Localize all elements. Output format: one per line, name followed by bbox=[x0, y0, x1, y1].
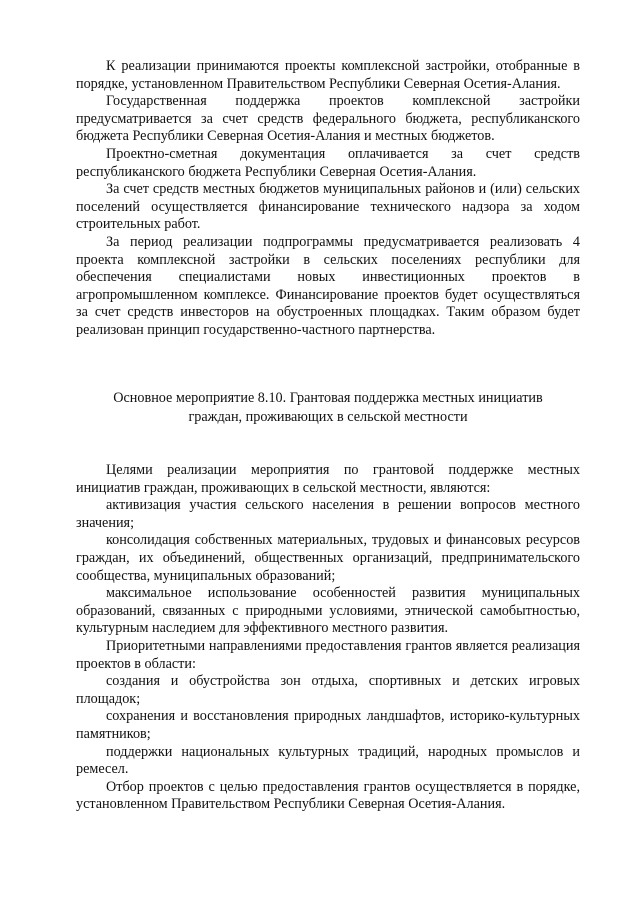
paragraph: Приоритетными направлениями предоставления грантов является реализация проектов в области: bbox=[76, 637, 580, 672]
main-section bbox=[76, 462, 580, 814]
list-item: максимальное использование особенностей развития муниципальных образований, связанных с природными условиями, этнической самобытностью, культурным наследием для эффективного местного развития. bbox=[76, 585, 580, 637]
list-item: поддержки национальных культурных традиций, народных промыслов и ремесел. bbox=[76, 743, 580, 778]
section-heading bbox=[76, 389, 580, 427]
paragraph: К реализации принимаются проекты комплексной застройки, отобранные в порядке, установленном Правительством Республики Северная Осетия-Алания. bbox=[76, 58, 580, 92]
paragraph: Отбор проектов с целью предоставления грантов осуществляется в порядке, установленном Правительством Республики Северная Осетия-Алания. bbox=[76, 778, 580, 813]
paragraph: За счет средств местных бюджетов муниципальных районов и (или) сельских поселений осуществляется финансирование технического надзора за ходом строительных работ. bbox=[76, 181, 580, 233]
paragraph: Проектно-сметная документация оплачивается за счет средств республиканского бюджета Республики Северная Осетия-Алания. bbox=[76, 145, 580, 180]
list-item: консолидация собственных материальных, трудовых и финансовых ресурсов граждан, их объединений, общественных организаций, предпринимательского сообщества, муниципальных образований; bbox=[76, 532, 580, 584]
list-item: сохранения и восстановления природных ландшафтов, историко-культурных памятников; bbox=[76, 708, 580, 742]
paragraph: Целями реализации мероприятия по грантовой поддержке местных инициатив граждан, проживающих в сельской местности, являются: bbox=[76, 462, 580, 496]
list-item: создания и обустройства зон отдыха, спортивных и детских игровых площадок; bbox=[76, 673, 580, 707]
paragraph: Государственная поддержка проектов комплексной застройки предусматривается за счет средств федерального бюджета, республиканского бюджета Республики Северная Осетия-Алания и местных бюджетов. bbox=[76, 93, 580, 145]
intro-section bbox=[76, 58, 580, 340]
heading-line: граждан, проживающих в сельской местности bbox=[188, 409, 468, 425]
list-item: активизация участия сельского населения в решении вопросов местного значения; bbox=[76, 497, 580, 531]
heading-line: Основное мероприятие 8.10. Грантовая поддержка местных инициатив bbox=[113, 390, 543, 406]
paragraph: За период реализации подпрограммы предусматривается реализовать 4 проекта комплексной застройки в сельских поселениях республики для обеспечения специалистами новых инвестиционных проектов в агропромышленном комплексе. Финансирование проектов будет осуществляться за счет средств инвесторов на обустроенных площадках. Таким образом будет реализован принцип государственно-частного партнерства. bbox=[76, 233, 580, 338]
